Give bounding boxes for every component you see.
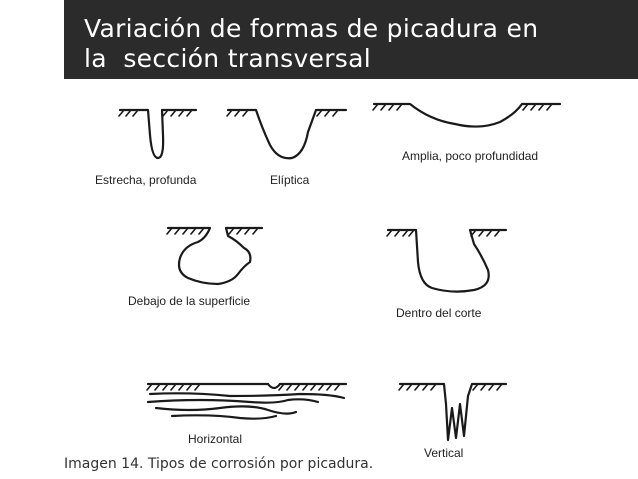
label-elliptical: Elíptica bbox=[270, 173, 310, 187]
label-undercut: Dentro del corte bbox=[396, 306, 482, 320]
title-line-2: la sección transversal bbox=[84, 44, 372, 73]
label-horizontal: Horizontal bbox=[188, 432, 243, 446]
pit-narrow-deep bbox=[119, 110, 196, 158]
label-vertical: Vertical bbox=[424, 446, 464, 460]
pit-subsurface bbox=[167, 228, 262, 284]
pit-elliptical bbox=[227, 110, 346, 158]
label-subsurface: Debajo de la superficie bbox=[128, 294, 251, 308]
label-wide-shallow: Amplia, poco profundidad bbox=[402, 149, 539, 163]
title-line-1: Variación de formas de picadura en bbox=[84, 14, 539, 43]
figure-caption: Imagen 14. Tipos de corrosión por picadura. bbox=[64, 456, 374, 472]
pit-horizontal bbox=[147, 384, 346, 419]
pit-undercut bbox=[387, 230, 506, 292]
pit-vertical bbox=[399, 384, 506, 440]
pit-wide-shallow bbox=[373, 104, 560, 127]
label-narrow-deep: Estrecha, profunda bbox=[95, 173, 197, 187]
